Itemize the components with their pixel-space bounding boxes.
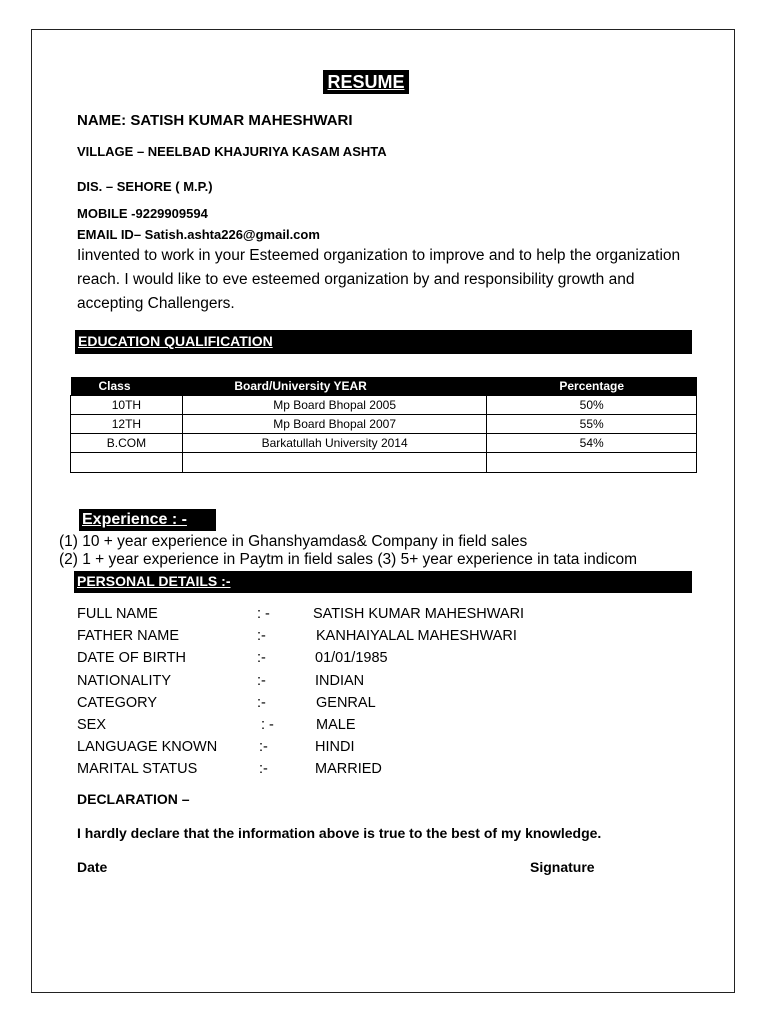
experience-heading: Experience : - xyxy=(82,511,187,528)
date-label: Date xyxy=(77,859,108,875)
detail-value-sex: MALE xyxy=(316,717,356,733)
detail-value-category: GENRAL xyxy=(316,695,376,711)
table-cell: 10TH xyxy=(71,396,183,415)
experience-heading-bar xyxy=(79,509,216,531)
document-title: RESUME xyxy=(323,70,409,94)
detail-label-language-known: LANGUAGE KNOWN xyxy=(77,739,218,755)
table-cell: B.COM xyxy=(71,434,183,453)
table-row xyxy=(71,453,697,473)
education-heading: EDUCATION QUALIFICATION xyxy=(78,333,273,349)
column-header-board: Board/University YEAR xyxy=(182,377,487,396)
detail-label-category: CATEGORY xyxy=(77,695,158,711)
district-line: DIS. – SEHORE ( M.P.) xyxy=(77,179,213,194)
table-cell xyxy=(487,453,697,473)
column-header-class: Class xyxy=(71,377,183,396)
table-cell: 50% xyxy=(487,396,697,415)
detail-label-sex: SEX xyxy=(77,717,107,733)
personal-details-heading: PERSONAL DETAILS :- xyxy=(77,573,231,589)
table-row xyxy=(71,434,697,453)
signature-label: Signature xyxy=(530,859,595,875)
table-header-row xyxy=(71,377,697,396)
detail-label-date-of-birth: DATE OF BIRTH xyxy=(77,650,187,666)
table-row xyxy=(71,396,697,415)
table-cell: 54% xyxy=(487,434,697,453)
detail-separator: :- xyxy=(259,761,268,777)
education-heading-bar xyxy=(75,330,692,354)
name-line: NAME: SATISH KUMAR MAHESHWARI xyxy=(77,112,353,129)
detail-value-language-known: HINDI xyxy=(315,739,355,755)
detail-value-full-name: SATISH KUMAR MAHESHWARI xyxy=(313,606,525,622)
detail-label-marital-status: MARITAL STATUS xyxy=(77,761,198,777)
detail-separator: : - xyxy=(257,606,270,622)
detail-label-father-name: FATHER NAME xyxy=(77,628,180,644)
table-cell xyxy=(71,453,183,473)
detail-separator: :- xyxy=(257,695,266,711)
table-cell: 55% xyxy=(487,415,697,434)
detail-value-date-of-birth: 01/01/1985 xyxy=(315,650,388,666)
detail-label-nationality: NATIONALITY xyxy=(77,673,171,689)
column-header-percentage: Percentage xyxy=(487,377,697,396)
table-cell: 12TH xyxy=(71,415,183,434)
table-cell: Mp Board Bhopal 2007 xyxy=(182,415,487,434)
detail-separator: : - xyxy=(261,717,274,733)
declaration-text: I hardly declare that the information above is true to the best of my knowledge. xyxy=(77,825,602,841)
objective-paragraph: Iinvented to work in your Esteemed organization to improve and to help the organization reach. I would like to eve esteemed organization by and responsibility growth and accepting Challengers. xyxy=(77,247,681,312)
mobile-line: MOBILE -9229909594 xyxy=(77,206,208,221)
village-line: VILLAGE – NEELBAD KHAJURIYA KASAM ASHTA xyxy=(77,144,387,159)
detail-value-marital-status: MARRIED xyxy=(315,761,382,777)
table-row xyxy=(71,415,697,434)
personal-details-heading-bar xyxy=(74,571,692,593)
declaration-heading: DECLARATION – xyxy=(77,791,190,807)
detail-separator: :- xyxy=(257,628,266,644)
detail-label-full-name: FULL NAME xyxy=(77,606,158,622)
detail-value-nationality: INDIAN xyxy=(315,673,365,689)
detail-separator: :- xyxy=(257,673,266,689)
experience-line-2: (2) 1 + year experience in Paytm in field sales (3) 5+ year experience in tata indicom xyxy=(59,551,638,568)
detail-separator: :- xyxy=(259,739,268,755)
education-table xyxy=(70,377,697,473)
table-cell xyxy=(182,453,487,473)
detail-separator: :- xyxy=(257,650,266,666)
detail-value-father-name: KANHAIYALAL MAHESHWARI xyxy=(316,628,517,644)
experience-line-1: (1) 10 + year experience in Ghanshyamdas& Company in field sales xyxy=(59,533,528,550)
table-cell: Mp Board Bhopal 2005 xyxy=(182,396,487,415)
table-cell: Barkatullah University 2014 xyxy=(182,434,487,453)
email-line: EMAIL ID– Satish.ashta226@gmail.com xyxy=(77,227,320,242)
